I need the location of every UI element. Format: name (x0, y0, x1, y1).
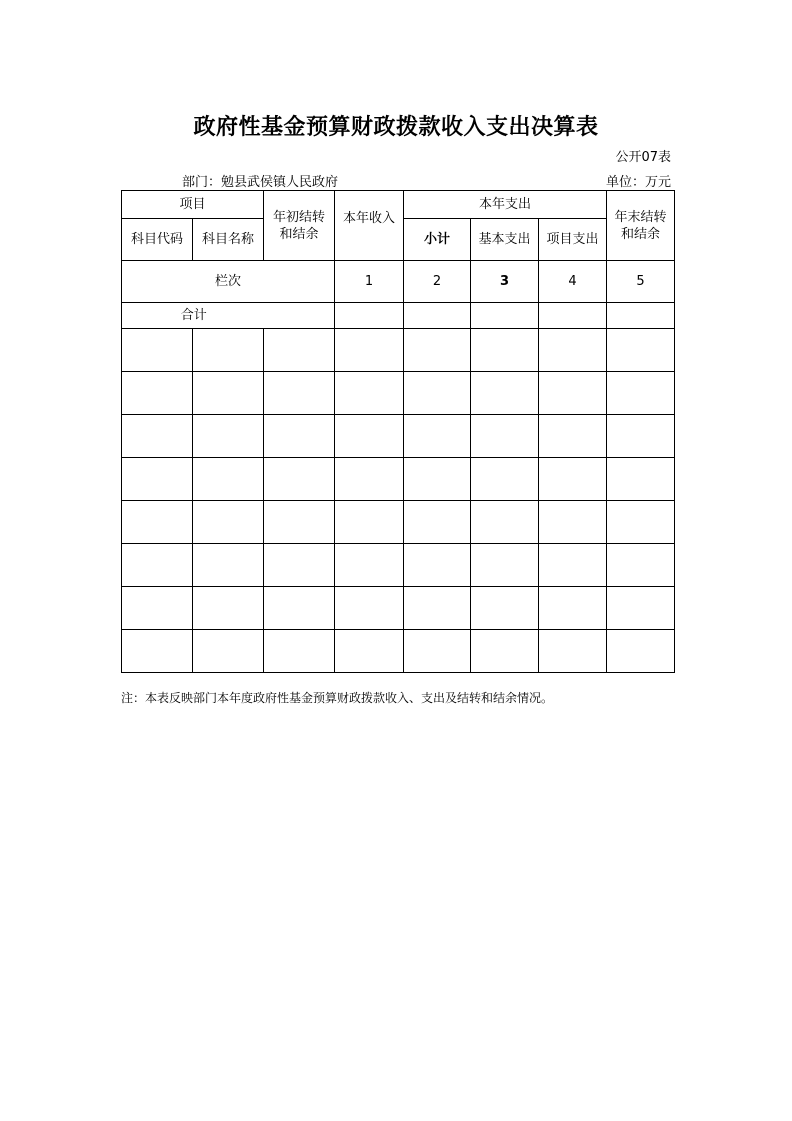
budget-table (121, 190, 675, 673)
column-index-label: 栏次 (122, 261, 335, 303)
table-cell (539, 587, 607, 630)
table-cell (264, 458, 335, 501)
table-cell (335, 544, 404, 587)
column-index-2: 2 (404, 261, 471, 303)
table-cell (607, 544, 675, 587)
table-cell (404, 329, 471, 372)
table-cell (122, 501, 193, 544)
header-current-expense: 本年支出 (404, 191, 607, 219)
table-row (122, 630, 675, 673)
table-cell (471, 587, 539, 630)
total-cell (471, 303, 539, 329)
table-row (122, 587, 675, 630)
header-opening-balance-text: 年初结转和结余 (273, 209, 326, 242)
table-row (122, 458, 675, 501)
table-cell (335, 630, 404, 673)
table-cell (264, 501, 335, 544)
table-cell (122, 544, 193, 587)
table-row (122, 501, 675, 544)
header-current-income (335, 191, 404, 261)
total-cell-blank (264, 303, 335, 329)
table-cell (539, 415, 607, 458)
table-cell (539, 630, 607, 673)
table-cell (471, 544, 539, 587)
table-cell (607, 501, 675, 544)
header-current-income-text: 本年收入 (343, 211, 396, 226)
table-cell (193, 458, 264, 501)
table-cell (404, 587, 471, 630)
table-cell (539, 501, 607, 544)
table-cell (471, 329, 539, 372)
total-label-cell (122, 303, 264, 329)
table-row (122, 544, 675, 587)
table-row (122, 415, 675, 458)
table-cell (264, 329, 335, 372)
header-basic-expense: 基本支出 (471, 219, 539, 261)
table-cell (607, 329, 675, 372)
table-cell (471, 372, 539, 415)
table-cell (607, 458, 675, 501)
table-row (122, 372, 675, 415)
table-cell (335, 587, 404, 630)
table-cell (607, 372, 675, 415)
table-cell (264, 630, 335, 673)
table-cell (539, 544, 607, 587)
table-cell (607, 630, 675, 673)
table-row (122, 329, 675, 372)
department-label: 部门：勉县武侯镇人民政府 (182, 175, 339, 190)
table-cell (404, 544, 471, 587)
table-cell (193, 329, 264, 372)
header-project-expense: 项目支出 (539, 219, 607, 261)
table-cell (335, 458, 404, 501)
table-cell (471, 415, 539, 458)
table-cell (122, 329, 193, 372)
table-cell (539, 372, 607, 415)
header-closing-balance (607, 191, 675, 261)
header-row-1 (122, 191, 675, 219)
table-cell (471, 458, 539, 501)
footnote: 注：本表反映部门本年度政府性基金预算财政拨款收入、支出及结转和结余情况。 (121, 691, 554, 705)
total-cell (607, 303, 675, 329)
table-cell (404, 501, 471, 544)
page-title: 政府性基金预算财政拨款收入支出决算表 (193, 115, 599, 140)
table-cell (404, 415, 471, 458)
header-subtotal: 小计 (404, 219, 471, 261)
table-cell (335, 415, 404, 458)
total-row (122, 303, 675, 329)
table-cell (193, 544, 264, 587)
table-cell (264, 544, 335, 587)
header-item: 项目 (122, 191, 264, 219)
header-subject-code: 科目代码 (122, 219, 193, 261)
column-index-4: 4 (539, 261, 607, 303)
table-cell (539, 329, 607, 372)
table-cell (335, 329, 404, 372)
table-cell (122, 415, 193, 458)
table-cell (607, 415, 675, 458)
table-cell (193, 501, 264, 544)
table-cell (404, 372, 471, 415)
table-cell (122, 458, 193, 501)
table-cell (264, 587, 335, 630)
table-cell (122, 630, 193, 673)
table-cell (335, 372, 404, 415)
table-cell (122, 587, 193, 630)
table-cell (404, 458, 471, 501)
header-subject-name: 科目名称 (193, 219, 264, 261)
table-cell (471, 501, 539, 544)
table-cell (193, 372, 264, 415)
table-cell (264, 372, 335, 415)
column-index-3: 3 (471, 261, 539, 303)
table-cell (335, 501, 404, 544)
form-number: 公开07表 (615, 150, 671, 165)
total-cell (335, 303, 404, 329)
table-cell (607, 587, 675, 630)
table-cell (122, 372, 193, 415)
table-cell (264, 415, 335, 458)
header-closing-balance-text: 年末结转和结余 (614, 209, 667, 242)
data-rows (122, 329, 675, 673)
header-opening-balance (264, 191, 335, 261)
table-cell (471, 630, 539, 673)
table-cell (193, 630, 264, 673)
column-index-row (122, 261, 675, 303)
table-cell (193, 415, 264, 458)
total-cell (404, 303, 471, 329)
total-label: 合计 (180, 308, 207, 323)
column-index-5: 5 (607, 261, 675, 303)
total-cell (539, 303, 607, 329)
table-cell (404, 630, 471, 673)
table-cell (539, 458, 607, 501)
table-cell (193, 587, 264, 630)
column-index-1: 1 (335, 261, 404, 303)
unit-label: 单位：万元 (605, 175, 671, 190)
